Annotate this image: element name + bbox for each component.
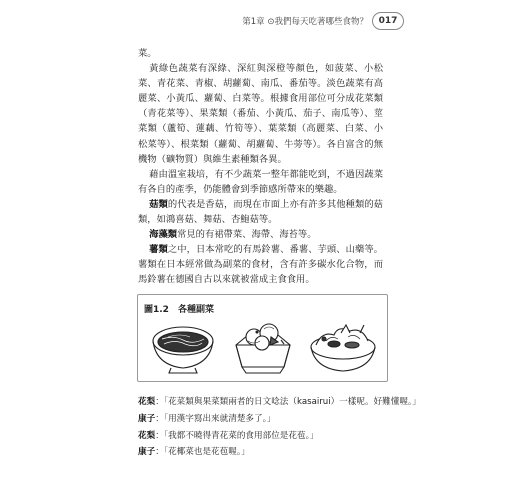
- dialogue-line: 花梨：「我都不曉得青花菜的食用部位是花苞。」: [138, 430, 319, 441]
- paragraph: 菜。: [138, 48, 157, 59]
- paragraph: 菇類的代表是香菇，而現在市面上亦有許多其他種類的菇類，如鴻喜菇、舞菇、杏鮑菇等。: [138, 198, 383, 226]
- paragraph: 藉由溫室栽培，有不少蔬菜一整年都能吃到，不過因蔬菜有各自的產季，仍能體會到季節感所帶來的樂趣。: [138, 168, 383, 195]
- speaker-name: 康子: [138, 413, 156, 424]
- dialogue: [138, 394, 421, 461]
- term-potatoes: 薯類: [149, 244, 168, 256]
- dialogue-line: 花梨：「花菜類與果菜類兩者的日文唸法（kasairui）一樣呢。好難懂喔。」: [138, 397, 421, 407]
- simmered-dish-icon: [236, 324, 290, 373]
- figure-title: 圖1.2 各種副菜: [144, 305, 214, 315]
- paragraph: 海藻類常見的有裙帶菜、海帶、海苔等。: [149, 229, 317, 241]
- speaker-name: 康子: [138, 447, 156, 458]
- salad-bowl-icon: [311, 325, 375, 371]
- speaker-name: 花梨: [138, 397, 156, 407]
- speaker-name: 花梨: [138, 430, 156, 441]
- side-dishes-illustration: [138, 295, 387, 381]
- paragraph: 黃綠色蔬菜有深綠、深紅與深橙等顏色，如菠菜、小松菜、青花菜、青椒、胡蘿蔔、南瓜、番茄等。淡色蔬菜有高麗菜、小黃瓜、蘿蔔、白菜等。根據食用部位可分成花菜類（青花菜等）、果菜類（番茄、小黃瓜、茄子、南瓜等）、莖菜類（蘆筍、蓮藕、竹筍等）、葉菜類（高麗菜、白菜、小松菜等）、根菜類（蘿蔔、胡蘿蔔、牛蒡等）。各自富含的無機物（礦物質）與維生素種類各異。: [138, 63, 383, 165]
- noodle-bowl-icon: [153, 327, 213, 373]
- page-number: 017: [372, 12, 404, 30]
- dialogue-line: 康子：「花椰菜也是花苞喔。」: [138, 447, 250, 458]
- dialogue-line: 康子：「用漢字寫出來就清楚多了。」: [138, 413, 276, 424]
- paragraph: 薯類之中，日本常吃的有馬鈴薯、番薯、芋頭、山藥等。薯類在日本經常做為副菜的食材，含有許多碳水化合物，而馬鈴薯在德國自古以來就被當成主食食用。: [138, 244, 383, 286]
- page-header: [0, 12, 520, 34]
- figure-side-dishes: [137, 294, 388, 382]
- body-text: [138, 46, 383, 288]
- chapter-title: 第1章 ⊙我們每天吃著哪些食物？: [242, 17, 368, 27]
- term-seaweed: 海藻類: [149, 229, 178, 241]
- term-mushrooms: 菇類: [149, 198, 168, 210]
